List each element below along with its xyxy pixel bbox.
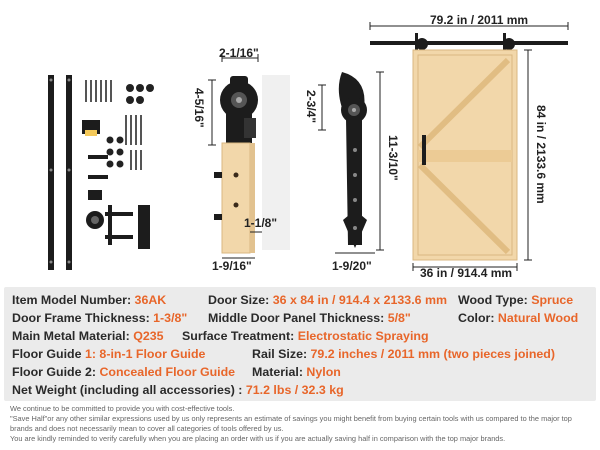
hanger-height-label: 4-5/16" [192, 88, 206, 128]
color-value: Natural Wood [497, 311, 579, 325]
specifications-panel [4, 287, 596, 401]
strap-bottom-width-label: 1-9/20" [332, 259, 372, 273]
floor-guide-1-label: Floor Guide [12, 347, 85, 361]
color-label: Color: [458, 311, 498, 325]
panel-thickness-value: 5/8" [387, 311, 411, 325]
floor-guide-2-label: Floor Guide 2: [12, 365, 100, 379]
block-width-label: 1-9/16" [212, 259, 252, 273]
door-size-value: 36 x 84 in / 914.4 x 2133.6 mm [272, 293, 447, 307]
handle-icon [105, 205, 150, 249]
hanger-roller-icon [220, 76, 258, 144]
panel-thickness-label: Middle Door Panel Thickness: [208, 311, 388, 325]
rails-icon [48, 75, 72, 270]
arrow-strap-icon [339, 72, 367, 248]
gap-label: 1-1/8" [244, 216, 278, 230]
disclaimer-notes [10, 404, 596, 444]
brackets-icon [82, 120, 108, 229]
surface-treatment-value: Electrostatic Spraying [297, 329, 429, 343]
strap-height-label: 11-3/10" [386, 135, 400, 181]
wood-type-value: Spruce [531, 293, 574, 307]
surface-treatment-label: Surface Treatment: [182, 329, 298, 343]
door-size-label: Door Size: [208, 293, 273, 307]
bottom-width-label: 36 in / 914.4 mm [420, 266, 513, 280]
top-width-label: 79.2 in / 2011 mm [430, 13, 529, 27]
metal-material-value: Q235 [133, 329, 164, 343]
material-value: Nylon [306, 365, 341, 379]
note-1: We continue to be committed to provide you with cost-effective tools. [10, 404, 235, 413]
door-height-label: 84 in / 2133.6 mm [534, 105, 548, 204]
strap-top-width-label: 2-3/4" [304, 90, 318, 124]
material-label: Material: [252, 365, 307, 379]
rail-size-label: Rail Size: [252, 347, 311, 361]
note-3: You are kindly reminded to verify carefully when you are placing an order with us if you are actually saving half in comparison with the top major brands. [10, 434, 506, 443]
model-label: Item Model Number: [12, 293, 135, 307]
frame-thickness-value: 1-3/8" [153, 311, 188, 325]
model-value: 36AK [134, 293, 167, 307]
net-weight-label: Net Weight (including all accessories) : [12, 383, 246, 397]
frame-thickness-label: Door Frame Thickness: [12, 311, 154, 325]
wood-type-label: Wood Type: [458, 293, 532, 307]
net-weight-value: 71.2 lbs / 32.3 kg [245, 383, 344, 397]
floor-guide-1-value: 1: 8-in-1 Floor Guide [84, 347, 206, 361]
hanger-width-label: 2-1/16" [219, 46, 259, 60]
metal-material-label: Main Metal Material: [12, 329, 134, 343]
rail-size-value: 79.2 inches / 2011 mm (two pieces joined) [310, 347, 555, 361]
note-2: "Save Half"or any other similar expressions used by us only represents an estimate of savings you might benefit from buying certain tools with us compared to the major top brands and does not necessarily mean to cover all categories of tools offered by us. [10, 414, 572, 433]
floor-guide-2-value: Concealed Floor Guide [99, 365, 236, 379]
